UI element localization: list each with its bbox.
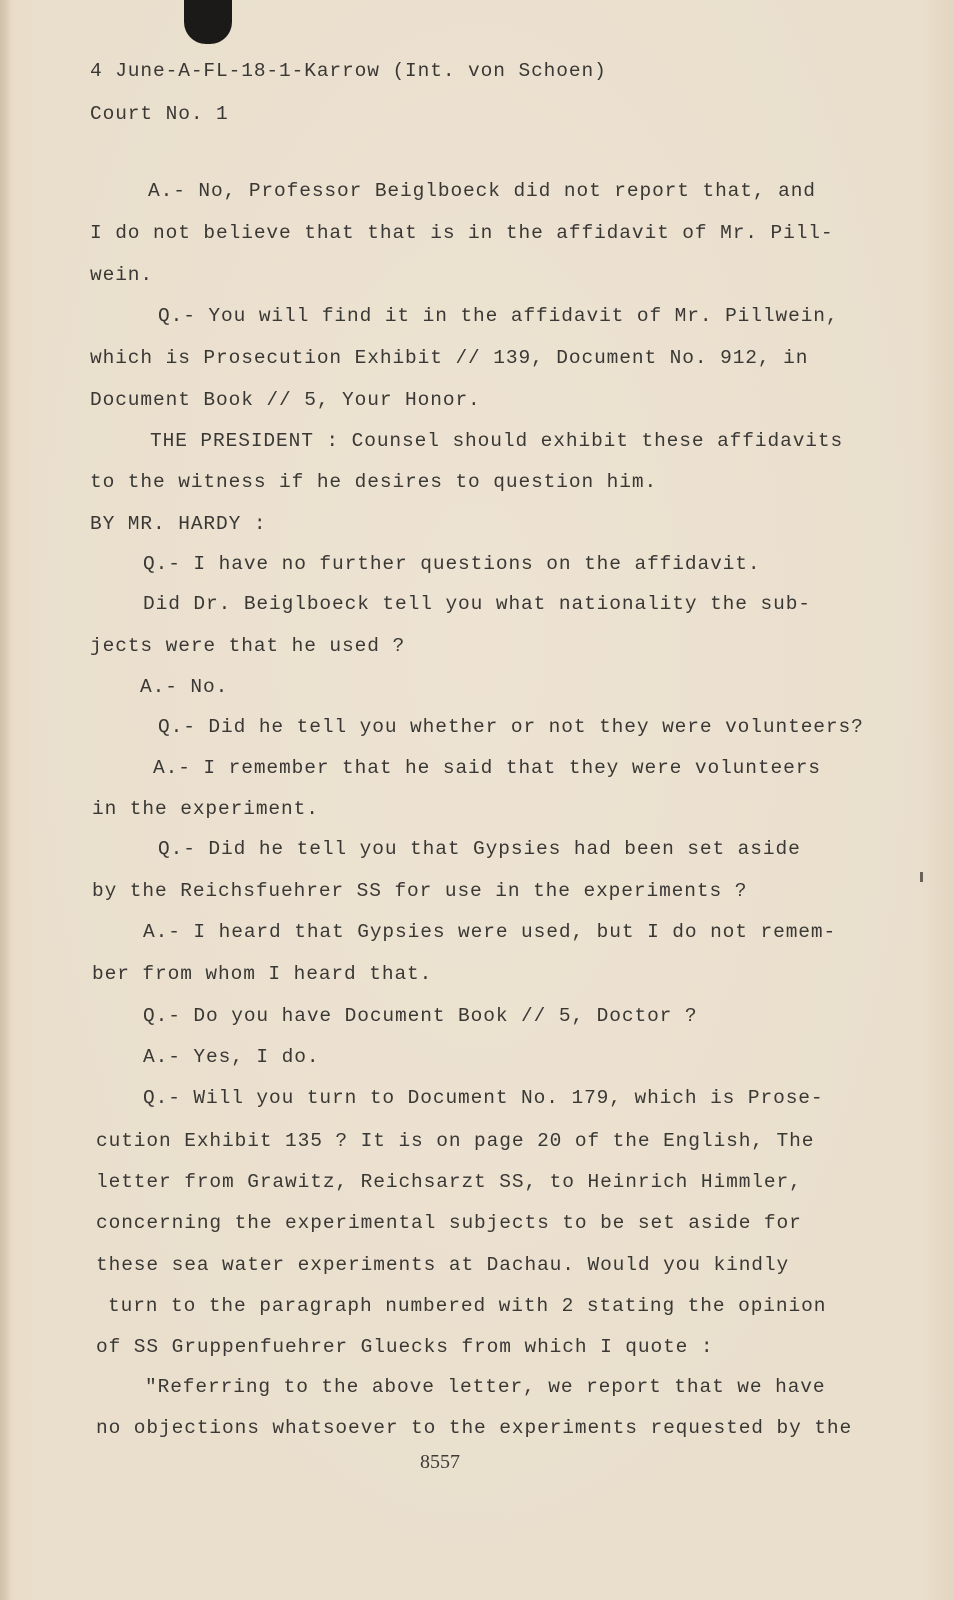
transcript-line: Q.- Will you turn to Document No. 179, which is Prose- — [143, 1087, 824, 1109]
transcript-line: BY MR. HARDY : — [90, 513, 267, 535]
header-court-line: Court No. 1 — [90, 103, 229, 125]
transcript-line: jects were that he used ? — [90, 635, 406, 657]
transcript-line: cution Exhibit 135 ? It is on page 20 of the English, The — [96, 1130, 815, 1152]
transcript-line: by the Reichsfuehrer SS for use in the experiments ? — [92, 880, 748, 902]
transcript-line: A.- No. — [140, 676, 229, 698]
transcript-line: of SS Gruppenfuehrer Gluecks from which I quote : — [96, 1336, 714, 1358]
transcript-line: A.- Yes, I do. — [143, 1046, 320, 1068]
paper-mark — [920, 872, 923, 882]
transcript-line: Q.- Did he tell you whether or not they were volunteers? — [158, 716, 864, 738]
paper-left-edge — [0, 0, 10, 1600]
transcript-line: Q.- You will find it in the affidavit of Mr. Pillwein, — [158, 305, 839, 327]
header-file-line: 4 June-A-FL-18-1-Karrow (Int. von Schoen) — [90, 60, 607, 82]
transcript-line: "Referring to the above letter, we report that we have — [145, 1376, 826, 1398]
transcript-line: letter from Grawitz, Reichsarzt SS, to Heinrich Himmler, — [96, 1171, 802, 1193]
transcript-line: wein. — [90, 264, 154, 286]
transcript-line: which is Prosecution Exhibit // 139, Document No. 912, in — [90, 347, 809, 369]
transcript-line: to the witness if he desires to question him. — [90, 471, 658, 493]
transcript-line: turn to the paragraph numbered with 2 stating the opinion — [108, 1295, 827, 1317]
transcript-line: in the experiment. — [92, 798, 319, 820]
transcript-line: A.- No, Professor Beiglboeck did not report that, and — [148, 180, 816, 202]
transcript-line: no objections whatsoever to the experiments requested by the — [96, 1417, 853, 1439]
transcript-line: Document Book // 5, Your Honor. — [90, 389, 481, 411]
transcript-line: ber from whom I heard that. — [92, 963, 433, 985]
transcript-line: I do not believe that that is in the affidavit of Mr. Pill- — [90, 222, 834, 244]
page-number: 8557 — [420, 1451, 460, 1473]
binder-punch-hole — [184, 0, 232, 44]
transcript-line: concerning the experimental subjects to be set aside for — [96, 1212, 802, 1234]
transcript-line: THE PRESIDENT : Counsel should exhibit these affidavits — [150, 430, 844, 452]
transcript-line: Q.- Do you have Document Book // 5, Doctor ? — [143, 1005, 698, 1027]
transcript-line: Q.- I have no further questions on the affidavit. — [143, 553, 761, 575]
transcript-line: Did Dr. Beiglboeck tell you what nationality the sub- — [143, 593, 811, 615]
transcript-line: A.- I heard that Gypsies were used, but I do not remem- — [143, 921, 837, 943]
transcript-line: Q.- Did he tell you that Gypsies had been set aside — [158, 838, 801, 860]
transcript-line: these sea water experiments at Dachau. Would you kindly — [96, 1254, 790, 1276]
transcript-line: A.- I remember that he said that they were volunteers — [153, 757, 821, 779]
